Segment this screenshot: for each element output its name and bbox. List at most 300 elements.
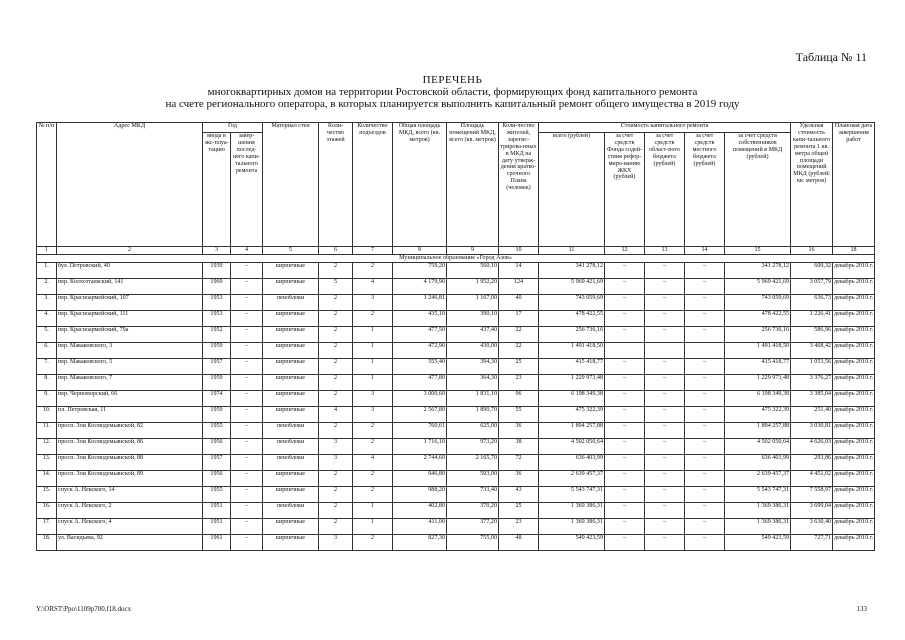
row-wall-material: кирпичные <box>263 263 319 279</box>
row-floors: 3 <box>319 535 353 551</box>
table-row <box>37 311 875 327</box>
row-cost-regional: – <box>645 279 685 295</box>
row-cost-regional: – <box>645 423 685 439</box>
row-floors: 3 <box>319 455 353 471</box>
row-cost-fund: – <box>605 455 645 471</box>
row-total-area: 4 179,90 <box>393 279 447 295</box>
row-living-area: 377,20 <box>447 519 499 535</box>
row-cost-regional: – <box>645 503 685 519</box>
col-number: 8 <box>393 247 447 255</box>
row-entrances: 2 <box>353 487 393 503</box>
row-wall-material: кирпичные <box>263 375 319 391</box>
row-cost-regional: – <box>645 359 685 375</box>
row-total-area: 1 246,81 <box>393 295 447 311</box>
row-cost-regional: – <box>645 535 685 551</box>
row-number: 14. <box>37 471 57 487</box>
row-address: бул. Петровский, 40 <box>57 263 203 279</box>
row-year-repair: – <box>231 407 263 423</box>
row-cost-regional: – <box>645 327 685 343</box>
row-year-entry: 1956 <box>203 471 231 487</box>
row-wall-material: пеноблоки <box>263 455 319 471</box>
col-number: 12 <box>605 247 645 255</box>
row-cost-fund: – <box>605 423 645 439</box>
row-living-area: 437,40 <box>447 327 499 343</box>
row-floors: 2 <box>319 391 353 407</box>
row-year-repair: – <box>231 359 263 375</box>
table-row <box>37 487 875 503</box>
row-total-area: 477,80 <box>393 375 447 391</box>
row-year-entry: 1955 <box>203 423 231 439</box>
row-cost-total: 549 423,59 <box>539 535 605 551</box>
row-year-repair: – <box>231 327 263 343</box>
row-cost-local: – <box>685 375 725 391</box>
row-number: 7. <box>37 359 57 375</box>
col-living-area-header: Площадь помещений МКД, всего (кв. метров) <box>447 123 499 247</box>
row-cost-total: 415 418,77 <box>539 359 605 375</box>
row-living-area: 394,30 <box>447 359 499 375</box>
table-row <box>37 423 875 439</box>
row-unit-cost: 609,32 <box>791 263 833 279</box>
row-address: пер. Макаковского, 5 <box>57 359 203 375</box>
col-number: 3 <box>203 247 231 255</box>
row-floors: 3 <box>319 439 353 455</box>
row-planned-date: декабрь 2019 г. <box>833 311 875 327</box>
row-living-area: 973,20 <box>447 439 499 455</box>
doc-title: ПЕРЕЧЕНЬ <box>422 74 483 86</box>
row-living-area: 1 890,70 <box>447 407 499 423</box>
row-cost-fund: – <box>605 295 645 311</box>
row-cost-local: – <box>685 471 725 487</box>
row-cost-fund: – <box>605 263 645 279</box>
row-total-area: 759,20 <box>393 263 447 279</box>
row-wall-material: кирпичные <box>263 359 319 375</box>
row-planned-date: декабрь 2019 г. <box>833 279 875 295</box>
row-cost-fund: – <box>605 327 645 343</box>
row-residents: 25 <box>499 359 539 375</box>
row-cost-regional: – <box>645 455 685 471</box>
row-residents: 55 <box>499 407 539 423</box>
row-cost-total: 4 502 050,64 <box>539 439 605 455</box>
col-total-area-header: Общая площадь МКД, всего (кв. метров) <box>393 123 447 247</box>
row-wall-material: пеноблоки <box>263 439 319 455</box>
col-number: 16 <box>791 247 833 255</box>
row-cost-owners: 4 502 050,64 <box>725 439 791 455</box>
row-entrances: 1 <box>353 375 393 391</box>
row-entrances: 2 <box>353 311 393 327</box>
row-cost-fund: – <box>605 487 645 503</box>
row-cost-fund: – <box>605 375 645 391</box>
row-cost-fund: – <box>605 439 645 455</box>
row-living-area: 1 831,10 <box>447 391 499 407</box>
row-cost-local: – <box>685 519 725 535</box>
row-year-entry: 1939 <box>203 263 231 279</box>
row-entrances: 3 <box>353 391 393 407</box>
row-cost-owners: 256 736,16 <box>725 327 791 343</box>
table-row <box>37 359 875 375</box>
row-cost-regional: – <box>645 375 685 391</box>
row-cost-fund: – <box>605 391 645 407</box>
row-year-repair: – <box>231 471 263 487</box>
row-total-area: 555,40 <box>393 359 447 375</box>
row-total-area: 1 716,10 <box>393 439 447 455</box>
row-cost-local: – <box>685 327 725 343</box>
row-cost-total: 1 369 386,31 <box>539 503 605 519</box>
row-cost-owners: 6 198 349,38 <box>725 391 791 407</box>
row-entrances: 2 <box>353 535 393 551</box>
row-year-entry: 1951 <box>203 503 231 519</box>
row-entrances: 1 <box>353 503 393 519</box>
row-entrances: 2 <box>353 439 393 455</box>
row-cost-owners: 549 423,59 <box>725 535 791 551</box>
table-row <box>37 407 875 423</box>
file-path: Y:\ORST\Ppo\1109p700.f18.docx <box>36 605 132 613</box>
row-residents: 14 <box>499 263 539 279</box>
row-number: 11. <box>37 423 57 439</box>
row-cost-total: 1 229 973,48 <box>539 375 605 391</box>
row-planned-date: декабрь 2019 г. <box>833 343 875 359</box>
row-number: 1. <box>37 263 57 279</box>
row-floors: 2 <box>319 263 353 279</box>
row-year-repair: – <box>231 375 263 391</box>
row-residents: 48 <box>499 535 539 551</box>
row-year-entry: 1959 <box>203 375 231 391</box>
row-year-repair: – <box>231 295 263 311</box>
row-living-area: 390,10 <box>447 311 499 327</box>
row-cost-total: 5 543 747,31 <box>539 487 605 503</box>
col-number: 7 <box>353 247 393 255</box>
row-cost-fund: – <box>605 471 645 487</box>
row-residents: 25 <box>499 503 539 519</box>
row-address: просп. Зои Космодемьянской, 88 <box>57 455 203 471</box>
row-cost-owners: 341 278,12 <box>725 263 791 279</box>
row-total-area: 2 744,60 <box>393 455 447 471</box>
table-row <box>37 327 875 343</box>
row-year-repair: – <box>231 487 263 503</box>
row-unit-cost: 3 376,27 <box>791 375 833 391</box>
row-cost-owners: 1 369 386,31 <box>725 503 791 519</box>
row-floors: 2 <box>319 423 353 439</box>
row-total-area: 472,90 <box>393 343 447 359</box>
row-planned-date: декабрь 2019 г. <box>833 375 875 391</box>
row-year-repair: – <box>231 311 263 327</box>
row-floors: 5 <box>319 279 353 295</box>
row-unit-cost: 586,96 <box>791 327 833 343</box>
row-year-repair: – <box>231 343 263 359</box>
row-living-area: 2 165,70 <box>447 455 499 471</box>
row-address: ул. Васидьева, 92 <box>57 535 203 551</box>
row-living-area: 1 167,00 <box>447 295 499 311</box>
row-year-entry: 1959 <box>203 343 231 359</box>
row-living-area: 364,30 <box>447 375 499 391</box>
col-cost-total-header: всего (рублей) <box>539 133 605 247</box>
row-cost-fund <box>605 343 645 359</box>
row-year-repair: – <box>231 455 263 471</box>
row-unit-cost: 3 385,04 <box>791 391 833 407</box>
row-number: 9. <box>37 391 57 407</box>
col-cost-fund-header: за счет средств Фонда содей-ствия рефор-миро-ванию ЖКХ (рублей) <box>605 133 645 247</box>
row-unit-cost: 293,86 <box>791 455 833 471</box>
row-residents: 124 <box>499 279 539 295</box>
row-cost-owners: 1 369 386,31 <box>725 519 791 535</box>
row-cost-regional: – <box>645 487 685 503</box>
row-total-area: 760,61 <box>393 423 447 439</box>
row-cost-local: – <box>685 359 725 375</box>
row-unit-cost: 3 630,40 <box>791 519 833 535</box>
row-cost-local: – <box>685 295 725 311</box>
row-planned-date: декабрь 2019 г. <box>833 535 875 551</box>
row-unit-cost: 636,73 <box>791 295 833 311</box>
table-row <box>37 471 875 487</box>
row-year-entry: 1953 <box>203 295 231 311</box>
row-entrances: 4 <box>353 279 393 295</box>
table-label: Таблица № 11 <box>795 50 867 64</box>
row-wall-material: кирпичные <box>263 279 319 295</box>
row-year-repair: – <box>231 535 263 551</box>
row-year-entry: 1961 <box>203 535 231 551</box>
row-total-area: 3 000,60 <box>393 391 447 407</box>
row-floors: 2 <box>319 343 353 359</box>
row-residents: 96 <box>499 391 539 407</box>
row-cost-total: 2 639 457,37 <box>539 471 605 487</box>
row-floors: 2 <box>319 503 353 519</box>
row-cost-local: – <box>685 423 725 439</box>
col-number: 14 <box>685 247 725 255</box>
row-cost-local: – <box>685 439 725 455</box>
row-entrances: 1 <box>353 519 393 535</box>
row-residents: 38 <box>499 439 539 455</box>
row-number: 15. <box>37 487 57 503</box>
row-cost-fund: – <box>605 503 645 519</box>
row-cost-total: 256 736,16 <box>539 327 605 343</box>
row-cost-local <box>685 343 725 359</box>
row-wall-material: кирпичные <box>263 471 319 487</box>
col-number: 18 <box>833 247 875 255</box>
row-cost-owners: 5 543 747,31 <box>725 487 791 503</box>
row-cost-fund: – <box>605 279 645 295</box>
row-planned-date: декабрь 2019 г. <box>833 487 875 503</box>
row-planned-date: декабрь 2019 г. <box>833 295 875 311</box>
row-cost-owners: 1 491 418,50 <box>725 343 791 359</box>
row-cost-owners: 478 422,55 <box>725 311 791 327</box>
row-unit-cost: 727,71 <box>791 535 833 551</box>
doc-subtitle-line1: многоквартирных домов на территории Ростовской области, формирующих фонд капитального ремонта <box>207 86 698 98</box>
row-unit-cost: 4 451,02 <box>791 471 833 487</box>
row-cost-local: – <box>685 311 725 327</box>
row-living-area: 370,20 <box>447 503 499 519</box>
row-year-entry: 1974 <box>203 391 231 407</box>
row-wall-material: кирпичные <box>263 487 319 503</box>
table-row <box>37 455 875 471</box>
row-unit-cost: 3 699,04 <box>791 503 833 519</box>
row-year-entry: 1957 <box>203 455 231 471</box>
row-unit-cost: 1 053,56 <box>791 359 833 375</box>
col-entrances-header: Количество подъездов <box>353 123 393 247</box>
table-row <box>37 519 875 535</box>
row-number: 18. <box>37 535 57 551</box>
row-cost-regional <box>645 343 685 359</box>
table-row <box>37 279 875 295</box>
row-number: 12. <box>37 439 57 455</box>
row-year-repair: – <box>231 263 263 279</box>
col-year-repair-header: завер-шения послед-него капи-тального ремонта <box>231 133 263 247</box>
row-wall-material: кирпичные <box>263 391 319 407</box>
row-living-area: 733,40 <box>447 487 499 503</box>
col-number: 11 <box>539 247 605 255</box>
row-cost-total: 1 894 257,88 <box>539 423 605 439</box>
table-row <box>37 295 875 311</box>
col-year-entry-header: ввода в экс-плуа-тацию <box>203 133 231 247</box>
row-number: 16. <box>37 503 57 519</box>
doc-subtitle-line2: на счете регионального оператора, в которых планируется выполнить капитальный ремонт общего имущества в 2019 году <box>165 98 740 110</box>
row-address: просп. Зои Космодемьянской, 86 <box>57 439 203 455</box>
row-year-entry: 1955 <box>203 487 231 503</box>
row-cost-owners: 5 969 421,69 <box>725 279 791 295</box>
row-entrances: 2 <box>353 423 393 439</box>
row-year-entry: 1959 <box>203 407 231 423</box>
row-year-entry: 1956 <box>203 439 231 455</box>
row-entrances: 2 <box>353 263 393 279</box>
row-floors: 2 <box>319 487 353 503</box>
row-total-area: 477,50 <box>393 327 447 343</box>
row-entrances: 3 <box>353 407 393 423</box>
row-cost-regional: – <box>645 471 685 487</box>
row-wall-material: кирпичные <box>263 311 319 327</box>
row-cost-owners: 1 894 257,88 <box>725 423 791 439</box>
row-cost-owners: 2 639 457,37 <box>725 471 791 487</box>
row-unit-cost: 4 626,03 <box>791 439 833 455</box>
col-unit-cost-header: Удельная стоимость капи-тального ремонта 1 кв. метра общей площади помещений МКД (рублей/ кв. метров) <box>791 123 833 247</box>
row-total-area: 988,20 <box>393 487 447 503</box>
row-address: спуск А. Невского, 2 <box>57 503 203 519</box>
row-address: спуск А. Невского, 4 <box>57 519 203 535</box>
col-cost-local-header: за счет средств местного бюджета (рублей) <box>685 133 725 247</box>
row-year-repair: – <box>231 391 263 407</box>
row-number: 2. <box>37 279 57 295</box>
row-wall-material: кирпичные <box>263 535 319 551</box>
row-cost-local: – <box>685 455 725 471</box>
row-unit-cost: 251,40 <box>791 407 833 423</box>
table-row <box>37 375 875 391</box>
row-residents: 17 <box>499 311 539 327</box>
row-unit-cost: 3 468,42 <box>791 343 833 359</box>
row-planned-date: декабрь 2019 г. <box>833 439 875 455</box>
table-row <box>37 535 875 551</box>
row-planned-date: декабрь 2019 г. <box>833 519 875 535</box>
row-cost-total: 636 403,99 <box>539 455 605 471</box>
row-total-area: 2 567,80 <box>393 407 447 423</box>
col-address-header: Адрес МКД <box>57 123 203 247</box>
col-residents-header: Коли-чество жителей, зарегис-трирова-нных в МКД на дату утверж-дения кратко-срочного Плана (человек) <box>499 123 539 247</box>
row-year-repair: – <box>231 503 263 519</box>
row-cost-total: 6 198 349,38 <box>539 391 605 407</box>
row-planned-date: декабрь 2019 г. <box>833 391 875 407</box>
row-cost-fund: – <box>605 407 645 423</box>
row-number: 13. <box>37 455 57 471</box>
row-number: 6. <box>37 343 57 359</box>
row-cost-fund: – <box>605 535 645 551</box>
table-row <box>37 263 875 279</box>
row-wall-material: пеноблоки <box>263 503 319 519</box>
row-residents: 72 <box>499 455 539 471</box>
row-cost-regional: – <box>645 407 685 423</box>
row-cost-regional: – <box>645 295 685 311</box>
row-living-area: 560,10 <box>447 263 499 279</box>
row-total-area: 827,30 <box>393 535 447 551</box>
row-living-area: 430,00 <box>447 343 499 359</box>
row-total-area: 411,00 <box>393 519 447 535</box>
row-floors: 2 <box>319 375 353 391</box>
page-number: 133 <box>856 605 867 613</box>
row-cost-regional: – <box>645 263 685 279</box>
col-wall-header: Материал стен <box>263 123 319 247</box>
row-planned-date: декабрь 2019 г. <box>833 423 875 439</box>
row-cost-fund: – <box>605 311 645 327</box>
col-date-header: Плановая дата завершения работ <box>833 123 875 247</box>
row-address: пер. Красноармейский, 79а <box>57 327 203 343</box>
table-row <box>37 391 875 407</box>
table-body <box>37 255 875 551</box>
row-number: 17. <box>37 519 57 535</box>
col-number: 15 <box>725 247 791 255</box>
row-entrances: 3 <box>353 295 393 311</box>
row-floors: 2 <box>319 327 353 343</box>
col-cost-owners-header: за счет средств собственников помещений в МКД (рублей) <box>725 133 791 247</box>
col-number: 2 <box>57 247 203 255</box>
row-number: 4. <box>37 311 57 327</box>
row-cost-total: 478 422,55 <box>539 311 605 327</box>
row-planned-date: декабрь 2019 г. <box>833 327 875 343</box>
row-total-area: 946,80 <box>393 471 447 487</box>
row-planned-date: декабрь 2019 г. <box>833 503 875 519</box>
row-planned-date: декабрь 2019 г. <box>833 455 875 471</box>
row-unit-cost: 7 558,97 <box>791 487 833 503</box>
row-address: пер. Красноармейский, 111 <box>57 311 203 327</box>
row-cost-regional: – <box>645 311 685 327</box>
row-residents: 36 <box>499 471 539 487</box>
row-wall-material: кирпичные <box>263 519 319 535</box>
row-cost-total: 341 278,12 <box>539 263 605 279</box>
row-cost-local: – <box>685 263 725 279</box>
row-cost-owners: 636 403,99 <box>725 455 791 471</box>
row-cost-regional: – <box>645 439 685 455</box>
row-cost-local: – <box>685 535 725 551</box>
row-year-entry: 1969 <box>203 279 231 295</box>
row-cost-local: – <box>685 407 725 423</box>
row-living-area: 593,00 <box>447 471 499 487</box>
row-entrances: 4 <box>353 455 393 471</box>
row-planned-date: декабрь 2019 г. <box>833 471 875 487</box>
row-floors: 2 <box>319 311 353 327</box>
row-address: пл. Петровская, 11 <box>57 407 203 423</box>
row-entrances: 1 <box>353 359 393 375</box>
row-cost-total: 5 969 421,69 <box>539 279 605 295</box>
row-floors: 2 <box>319 519 353 535</box>
row-unit-cost: 3 030,81 <box>791 423 833 439</box>
row-cost-regional: – <box>645 519 685 535</box>
row-total-area: 435,10 <box>393 311 447 327</box>
row-living-area: 755,00 <box>447 535 499 551</box>
row-residents: 43 <box>499 487 539 503</box>
row-number: 10. <box>37 407 57 423</box>
column-numbers-row <box>37 247 875 255</box>
row-wall-material: кирпичные <box>263 407 319 423</box>
row-cost-owners: 743 059,69 <box>725 295 791 311</box>
col-number: 13 <box>645 247 685 255</box>
row-address: пер. Красноармейский, 107 <box>57 295 203 311</box>
row-cost-local: – <box>685 487 725 503</box>
row-planned-date: декабрь 2019 г. <box>833 263 875 279</box>
row-unit-cost: 1 226,41 <box>791 311 833 327</box>
